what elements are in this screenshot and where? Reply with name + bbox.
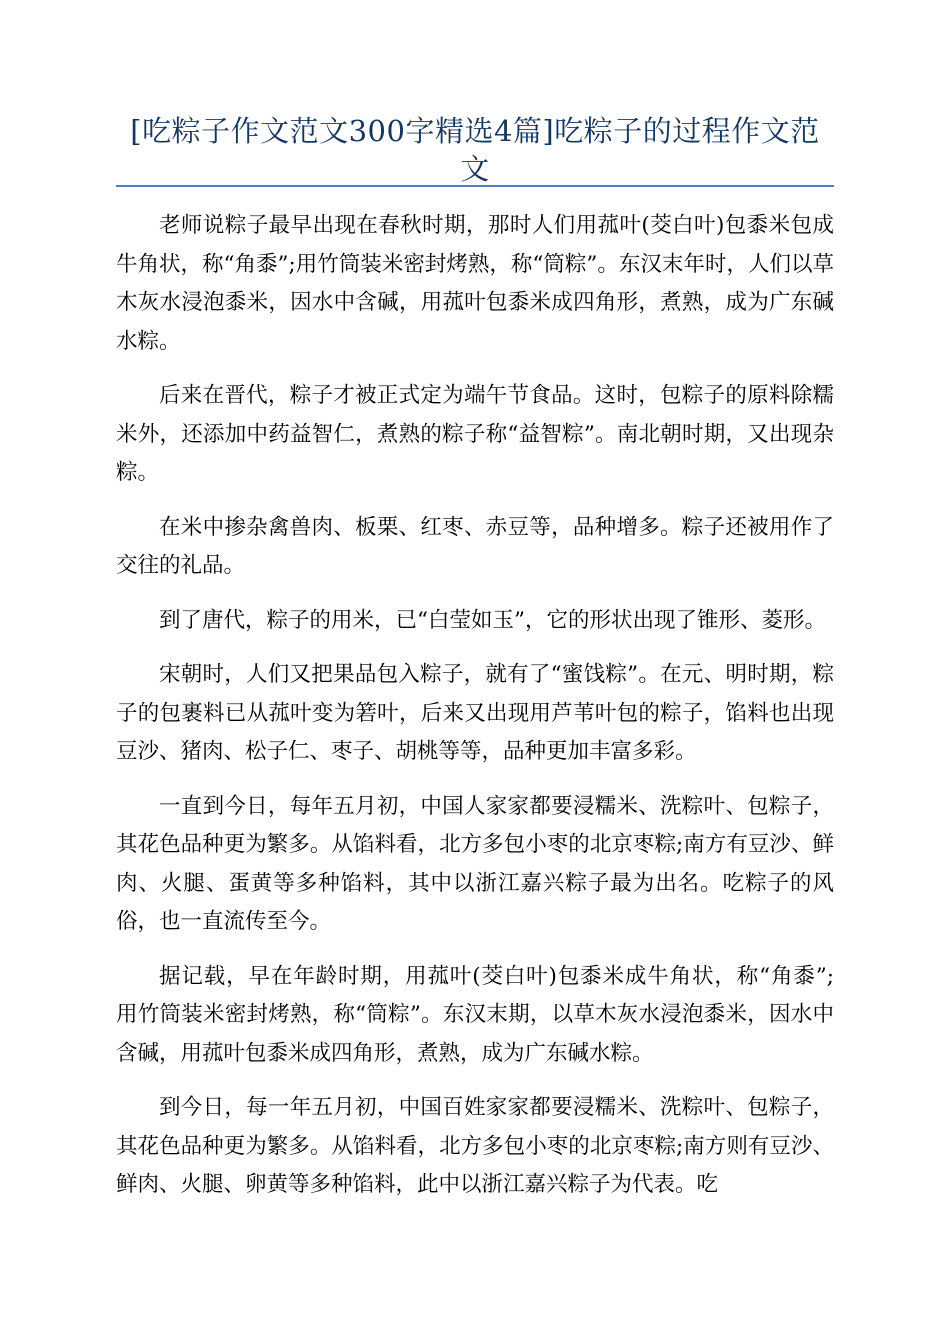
- paragraph: 到今日，每一年五月初，中国百姓家家都要浸糯米、洗粽叶、包粽子，其花色品种更为繁多。从馅料看，北方多包小枣的北京枣粽;南方则有豆沙、鲜肉、火腿、卵黄等多种馅料，此中以浙江嘉兴粽子为代表。吃: [116, 1095, 834, 1197]
- paragraph: 宋朝时，人们又把果品包入粽子，就有了“蜜饯粽”。在元、明时期，粽子的包裹料已从菰叶变为箬叶，后来又出现用芦苇叶包的粽子，馅料也出现豆沙、猪肉、松子仁、枣子、胡桃等等，品种更加丰富多彩。: [116, 662, 834, 764]
- paragraph: 一直到今日，每年五月初，中国人家家都要浸糯米、洗粽叶、包粽子，其花色品种更为繁多。从馅料看，北方多包小枣的北京枣粽;南方有豆沙、鲜肉、火腿、蛋黄等多种馅料，其中以浙江嘉兴粽子最为出名。吃粽子的风俗，也一直流传至今。: [116, 793, 834, 934]
- document-title: [吃粽子作文范文300字精选4篇]吃粽子的过程作文范文: [130, 114, 820, 186]
- paragraph: 到了唐代，粽子的用米，已“白莹如玉”，它的形状出现了锥形、菱形。: [159, 607, 826, 633]
- title-divider: [116, 185, 834, 187]
- paragraph: 后来在晋代，粽子才被正式定为端午节食品。这时，包粽子的原料除糯米外，还添加中药益智仁，煮熟的粽子称“益智粽”。南北朝时期，又出现杂粽。: [116, 383, 834, 485]
- document-body: [116, 207, 834, 1221]
- paragraph: 在米中掺杂禽兽肉、板栗、红枣、赤豆等，品种增多。粽子还被用作了交往的礼品。: [116, 514, 834, 578]
- paragraph: 据记载，早在年龄时期，用菰叶(茭白叶)包黍米成牛角状，称“角黍”; 用竹筒装米密封烤熟，称“筒粽”。东汉末期，以草木灰水浸泡黍米，因水中含碱，用菰叶包黍米成四角形，煮熟，成为广东碱水粽。: [116, 963, 834, 1066]
- paragraph: 老师说粽子最早出现在春秋时期，那时人们用菰叶(茭白叶)包黍米包成牛角状，称“角黍”;用竹筒装米密封烤熟，称“筒粽”。东汉末年时，人们以草木灰水浸泡黍米，因水中含碱，用菰叶包黍米成四角形，煮熟，成为广东碱水粽。: [116, 213, 834, 354]
